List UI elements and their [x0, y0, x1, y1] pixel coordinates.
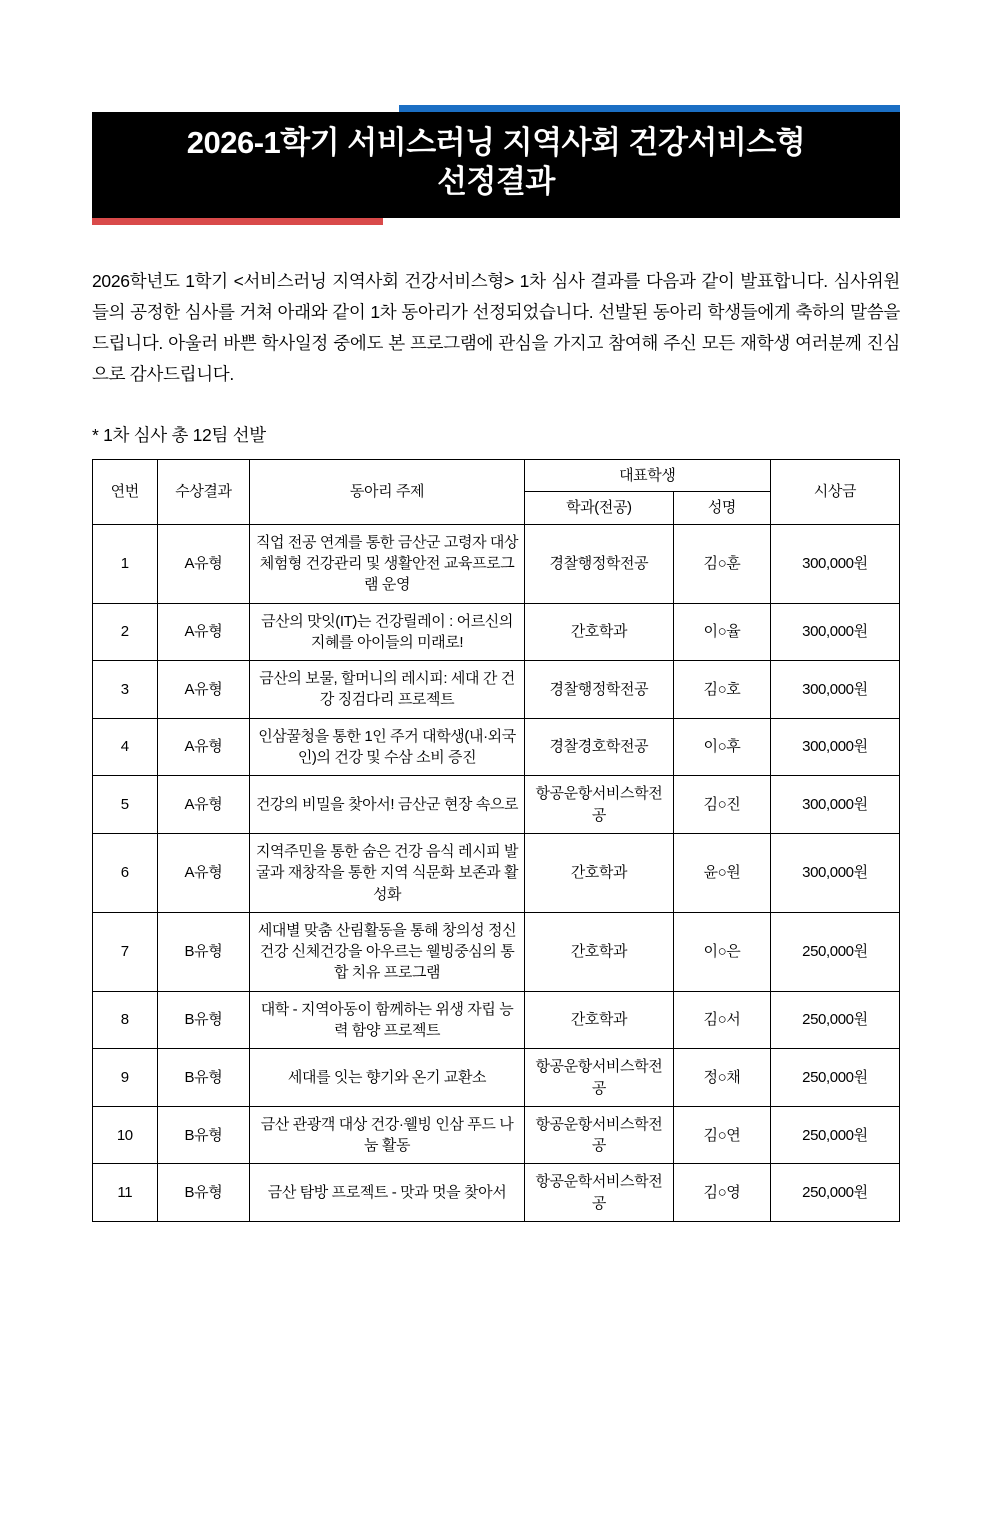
cell-no: 6 — [93, 833, 158, 912]
header-prize: 시상금 — [770, 460, 899, 525]
header-rep-student: 대표학생 — [524, 460, 770, 492]
cell-no: 4 — [93, 718, 158, 776]
table-row — [93, 912, 900, 991]
cell-no: 11 — [93, 1164, 158, 1222]
cell-topic: 세대를 잇는 향기와 온기 교환소 — [250, 1049, 524, 1107]
cell-name: 김○서 — [674, 991, 771, 1049]
cell-name: 정○채 — [674, 1049, 771, 1107]
table-body — [93, 524, 900, 1221]
table-row — [93, 1164, 900, 1222]
table-row — [93, 661, 900, 719]
cell-no: 5 — [93, 776, 158, 834]
cell-major: 항공운학서비스학전공 — [524, 1164, 673, 1222]
cell-no: 8 — [93, 991, 158, 1049]
table-row — [93, 524, 900, 603]
table-header-row-1 — [93, 460, 900, 492]
document-page — [0, 112, 992, 1515]
cell-major: 항공운항서비스학전공 — [524, 1049, 673, 1107]
cell-award: A유형 — [157, 776, 250, 834]
selection-result-table — [92, 459, 900, 1222]
table-row — [93, 833, 900, 912]
cell-award: A유형 — [157, 524, 250, 603]
accent-bar-blue — [399, 105, 900, 112]
cell-topic: 지역주민을 통한 숨은 건강 음식 레시피 발굴과 재창작을 통한 지역 식문화 보존과 활성화 — [250, 833, 524, 912]
cell-name: 김○진 — [674, 776, 771, 834]
cell-award: A유형 — [157, 603, 250, 661]
cell-topic: 대학 - 지역아동이 함께하는 위생 자립 능력 함양 프로젝트 — [250, 991, 524, 1049]
document-title-line1: 2026-1학기 서비스러닝 지역사회 건강서비스형 — [186, 125, 806, 160]
cell-no: 3 — [93, 661, 158, 719]
table-header — [93, 460, 900, 525]
cell-major: 간호학과 — [524, 833, 673, 912]
cell-topic: 세대별 맞춤 산림활동을 통해 창의성 정신건강 신체건강을 아우르는 웰빙중심의 통합 치유 프로그램 — [250, 912, 524, 991]
document-title-line2: 선정결과 — [437, 163, 555, 199]
cell-no: 9 — [93, 1049, 158, 1107]
cell-name: 이○후 — [674, 718, 771, 776]
cell-no: 10 — [93, 1106, 158, 1164]
header-name: 성명 — [674, 492, 771, 524]
cell-prize: 300,000원 — [770, 833, 899, 912]
cell-award: B유형 — [157, 991, 250, 1049]
cell-major: 항공운항서비스학전공 — [524, 1106, 673, 1164]
cell-no: 1 — [93, 524, 158, 603]
cell-prize: 300,000원 — [770, 718, 899, 776]
cell-major: 경찰경호학전공 — [524, 718, 673, 776]
table-row — [93, 718, 900, 776]
cell-name: 김○훈 — [674, 524, 771, 603]
cell-topic: 건강의 비밀을 찾아서! 금산군 현장 속으로 — [250, 776, 524, 834]
cell-name: 김○호 — [674, 661, 771, 719]
cell-name: 이○은 — [674, 912, 771, 991]
cell-no: 7 — [93, 912, 158, 991]
cell-prize: 300,000원 — [770, 661, 899, 719]
cell-name: 윤○원 — [674, 833, 771, 912]
cell-prize: 250,000원 — [770, 912, 899, 991]
cell-major: 간호학과 — [524, 603, 673, 661]
header-award: 수상결과 — [157, 460, 250, 525]
cell-name: 이○율 — [674, 603, 771, 661]
cell-prize: 300,000원 — [770, 603, 899, 661]
header-topic: 동아리 주제 — [250, 460, 524, 525]
table-row — [93, 1106, 900, 1164]
cell-topic: 금산 관광객 대상 건강·웰빙 인삼 푸드 나눔 활동 — [250, 1106, 524, 1164]
cell-award: A유형 — [157, 661, 250, 719]
cell-award: B유형 — [157, 912, 250, 991]
header-major: 학과(전공) — [524, 492, 673, 524]
selection-note: * 1차 심사 총 12팀 선발 — [92, 425, 266, 446]
cell-topic: 인삼꿀청을 통한 1인 주거 대학생(내·외국인)의 건강 및 수삼 소비 증진 — [250, 718, 524, 776]
cell-award: B유형 — [157, 1164, 250, 1222]
cell-major: 간호학과 — [524, 991, 673, 1049]
table-row — [93, 603, 900, 661]
title-banner — [92, 112, 900, 218]
cell-topic: 금산 탐방 프로젝트 - 맛과 멋을 찾아서 — [250, 1164, 524, 1222]
table-row — [93, 991, 900, 1049]
cell-award: A유형 — [157, 833, 250, 912]
cell-major: 경찰행정학전공 — [524, 524, 673, 603]
cell-topic: 금산의 맛잇(IT)는 건강릴레이 : 어르신의 지혜를 아이들의 미래로! — [250, 603, 524, 661]
cell-name: 김○영 — [674, 1164, 771, 1222]
cell-prize: 250,000원 — [770, 991, 899, 1049]
intro-paragraph: 2026학년도 1학기 <서비스러닝 지역사회 건강서비스형> 1차 심사 결과를 다음과 같이 발표합니다. 심사위원들의 공정한 심사를 거쳐 아래와 같이 1차 동아리가 선정되었습니다. 선발된 동아리 학생들에게 축하의 말씀을 드립니다. 아울러 바쁜 학사일정 중에도 본 프로그램에 관심을 가지고 참여해 주신 모든 재학생 여러분께 진심으로 감사드립니다. — [92, 270, 900, 384]
table-row — [93, 1049, 900, 1107]
cell-major: 항공운항서비스학전공 — [524, 776, 673, 834]
cell-major: 간호학과 — [524, 912, 673, 991]
cell-name: 김○연 — [674, 1106, 771, 1164]
table-row — [93, 776, 900, 834]
cell-prize: 300,000원 — [770, 524, 899, 603]
cell-award: A유형 — [157, 718, 250, 776]
cell-award: B유형 — [157, 1049, 250, 1107]
cell-award: B유형 — [157, 1106, 250, 1164]
cell-topic: 직업 전공 연계를 통한 금산군 고령자 대상 체험형 건강관리 및 생활안전 교육프로그램 운영 — [250, 524, 524, 603]
cell-prize: 250,000원 — [770, 1049, 899, 1107]
cell-no: 2 — [93, 603, 158, 661]
header-no: 연번 — [93, 460, 158, 525]
cell-prize: 250,000원 — [770, 1164, 899, 1222]
cell-major: 경찰행정학전공 — [524, 661, 673, 719]
cell-topic: 금산의 보물, 할머니의 레시피: 세대 간 건강 징검다리 프로젝트 — [250, 661, 524, 719]
cell-prize: 300,000원 — [770, 776, 899, 834]
cell-prize: 250,000원 — [770, 1106, 899, 1164]
accent-bar-red — [92, 218, 383, 225]
